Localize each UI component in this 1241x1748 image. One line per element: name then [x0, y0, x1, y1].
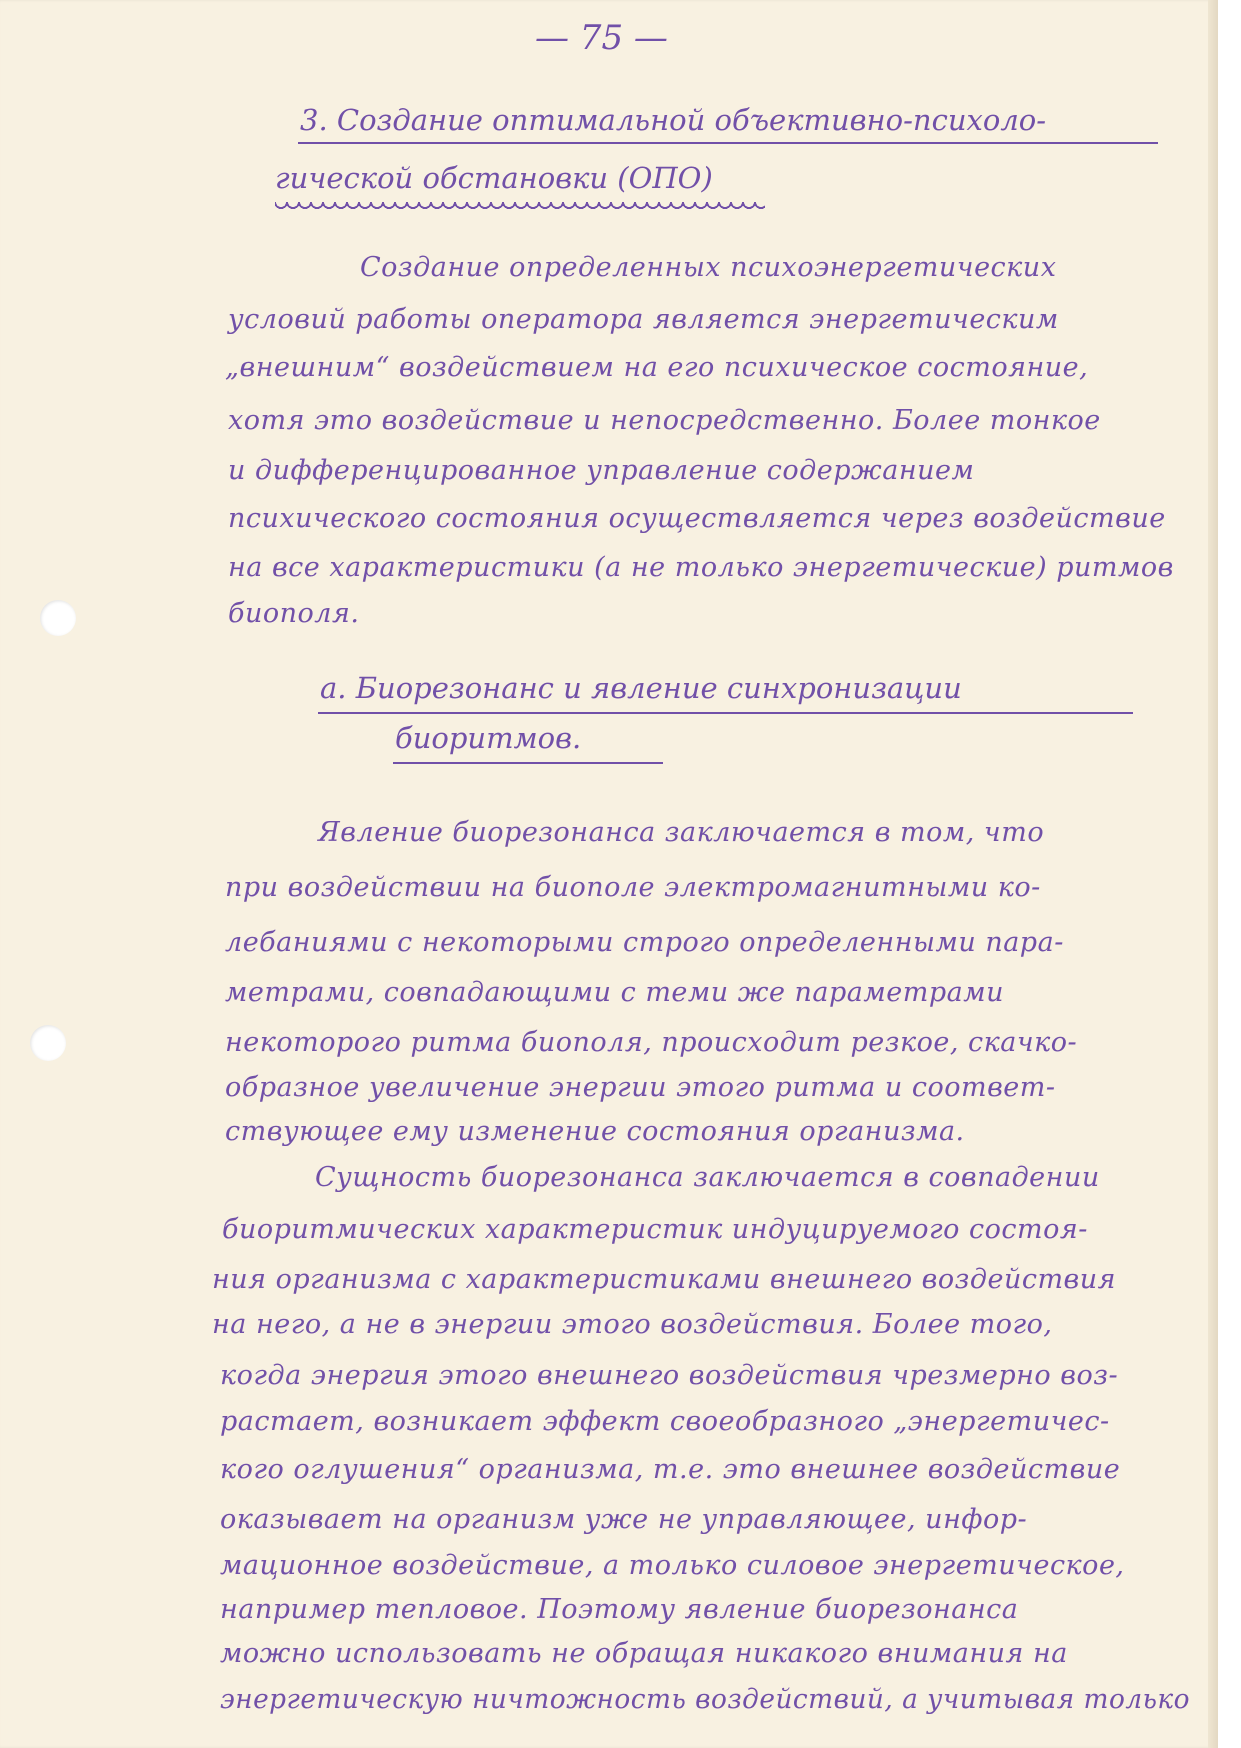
paragraph-1-line-1: Создание определенных психоэнергетических [360, 252, 1057, 283]
section-a-title-line-2: биоритмов. [395, 721, 582, 755]
paragraph-1-line-7: на все характеристики (а не только энергетические) ритмов [228, 552, 1174, 583]
section-a-underline-2 [393, 762, 663, 764]
paragraph-3-line-9: мационное воздействие, а только силовое энергетическое, [220, 1550, 1125, 1581]
paragraph-2-line-4: метрами, совпадающими с теми же параметрами [225, 977, 1005, 1008]
paragraph-2-line-7: ствующее ему изменение состояния организма. [225, 1116, 965, 1147]
paragraph-3-line-10: например тепловое. Поэтому явление биорезонанса [220, 1594, 1019, 1625]
paragraph-3-line-12: энергетическую ничтожность воздействий, а учитывая только [220, 1684, 1191, 1715]
paragraph-3-line-1: Сущность биорезонанса заключается в совпадении [315, 1162, 1100, 1193]
paragraph-3-line-5: когда энергия этого внешнего воздействия чрезмерно воз- [220, 1360, 1119, 1391]
paragraph-3-line-6: растает, возникает эффект своеобразного „энергетичес- [220, 1406, 1110, 1437]
paragraph-1-line-2: условий работы оператора является энергетическим [228, 304, 1059, 335]
paragraph-3-line-4: на него, а не в энергии этого воздействия. Более того, [212, 1309, 1053, 1340]
paragraph-3-line-2: биоритмических характеристик индуцируемого состоя- [222, 1214, 1088, 1245]
section-3-underline-1 [298, 142, 1158, 144]
paragraph-2-line-2: при воздействии на биополе электромагнитными ко- [225, 872, 1041, 903]
page-number: — 75 — [535, 18, 668, 58]
section-3-title-line-2: гической обстановки (ОПО) [275, 161, 713, 195]
paragraph-3-line-11: можно использовать не обращая никакого внимания на [220, 1638, 1068, 1669]
section-3-title-line-1: 3. Создание оптимальной объективно-психоло- [300, 103, 1047, 137]
punch-hole-lower [30, 1025, 66, 1061]
paragraph-1-line-8: биополя. [228, 598, 360, 629]
paragraph-2-line-3: лебаниями с некоторыми строго определенными пара- [225, 927, 1064, 958]
paragraph-2-line-6: образное увеличение энергии этого ритма и соответ- [225, 1072, 1056, 1103]
paragraph-2-line-5: некоторого ритма биополя, происходит резкое, скачко- [225, 1027, 1078, 1058]
section-a-underline-1 [318, 712, 1133, 714]
paragraph-1-line-6: психического состояния осуществляется через воздействие [228, 503, 1166, 534]
section-3-wavy-underline [275, 202, 765, 212]
paragraph-1-line-5: и дифференцированное управление содержанием [228, 455, 975, 486]
page-edge [1208, 0, 1218, 1748]
paragraph-1-line-3: „внешним“ воздействием на его психическое состояние, [225, 352, 1089, 383]
paragraph-2-line-1: Явление биорезонанса заключается в том, что [318, 817, 1045, 848]
section-a-title-line-1: а. Биорезонанс и явление синхронизации [320, 671, 962, 705]
paragraph-3-line-3: ния организма с характеристиками внешнего воздействия [212, 1264, 1117, 1295]
paragraph-3-line-8: оказывает на организм уже не управляющее, инфор- [220, 1504, 1028, 1535]
paragraph-1-line-4: хотя это воздействие и непосредственно. Более тонкое [228, 405, 1101, 436]
punch-hole-upper [40, 600, 76, 636]
paragraph-3-line-7: кого оглушения“ организма, т.е. это внешнее воздействие [220, 1454, 1121, 1485]
